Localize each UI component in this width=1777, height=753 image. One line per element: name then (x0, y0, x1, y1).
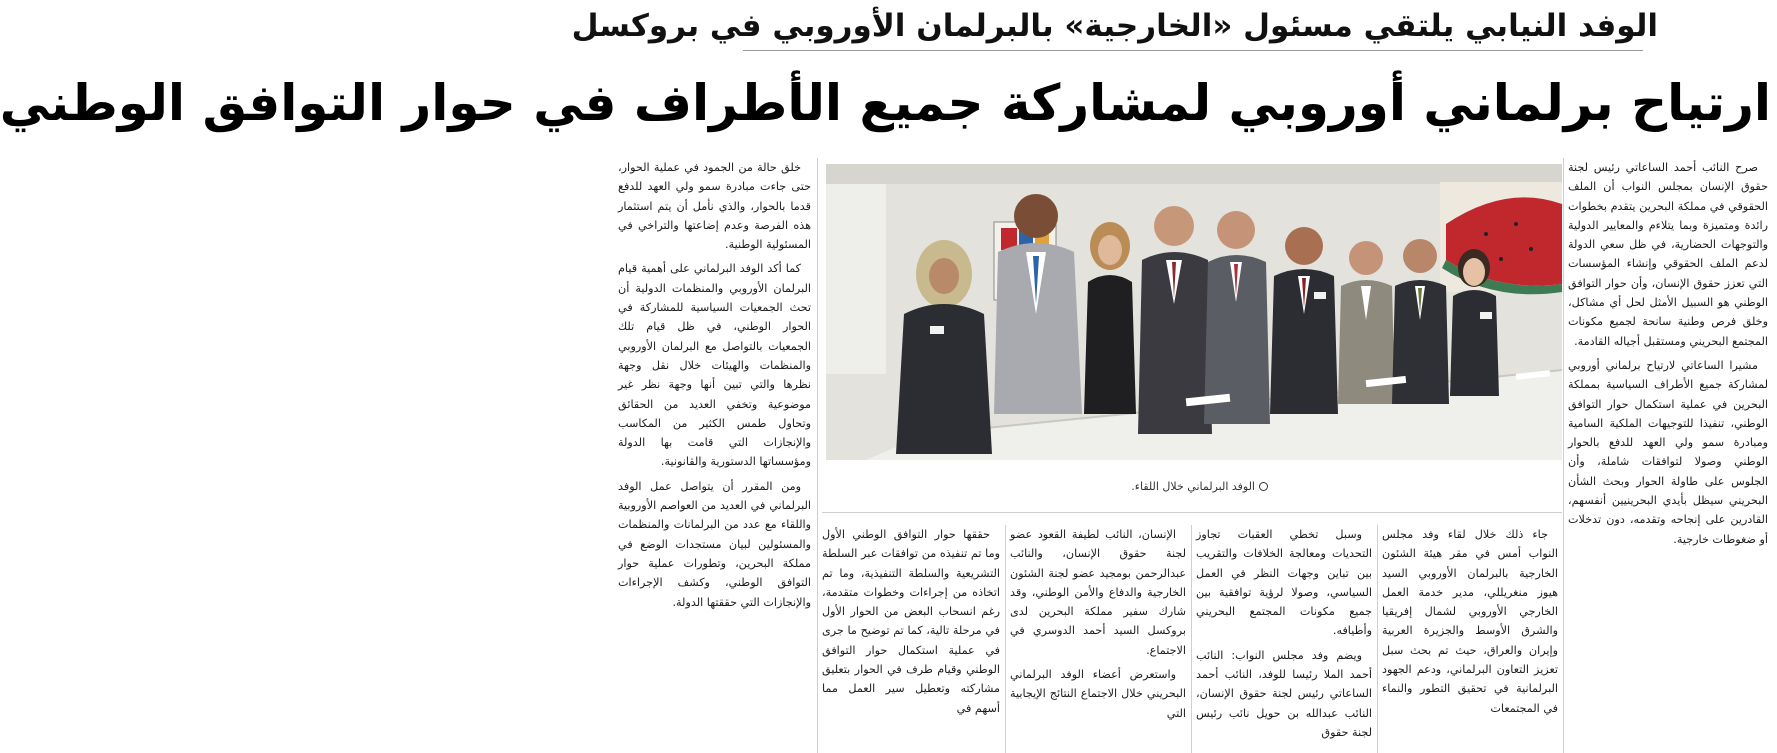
article-column-bottom-2 (1196, 525, 1372, 753)
article-column-bottom-3 (1010, 525, 1186, 753)
paragraph: الإنسان، النائب لطيفة القعود عضو لجنة حقوق الإنسان، والنائب عبدالرحمن بومجيد عضو لجنة الشئون الخارجية والدفاع والأمن الوطني، وقد شارك سفير مملكة البحرين لدى بروكسل السيد أحمد الدوسري في الاجتماع. (1010, 528, 1186, 657)
column-divider (1005, 525, 1006, 753)
delegation-photo (826, 164, 1562, 460)
column-divider (817, 158, 818, 753)
paragraph: ومن المقرر أن يتواصل عمل الوفد البرلماني في العديد من العواصم الأوروبية واللقاء مع عدد من البرلمانات والمنظمات والمسئولين لبيان مستجدات الوضع في مملكة البحرين، وتطورات عملية حوار التوافق الوطني، وكشف الإجراءات والإنجازات التي حققتها الدولة. (618, 479, 811, 609)
camera-circle-icon (1259, 482, 1268, 491)
photo-bottom-divider (822, 512, 1562, 513)
article-column-bottom-4 (822, 525, 1000, 753)
column-divider (1191, 525, 1192, 753)
photo-caption-text: الوفد البرلماني خلال اللقاء. (1131, 480, 1255, 493)
main-headline: ارتياح برلماني أوروبي لمشاركة جميع الأطراف في حوار التوافق الوطني (0, 74, 1771, 132)
delegation-photo-illustration (826, 164, 1562, 460)
paragraph: واستعرض أعضاء الوفد البرلماني البحريني خلال الاجتماع النتائج الإيجابية التي (1010, 668, 1186, 720)
article-column-right (1568, 158, 1768, 753)
paragraph: جاء ذلك خلال لقاء وفد مجلس النواب أمس في مقر هيئة الشئون الخارجية بالبرلمان الأوروبي السيد هيوز منغريللي، مدير خدمة العمل الخارجي الأوروبي لشمال إفريقيا والشرق الأوسط والجزيرة العربية وإيران والعراق، حيث تم بحث سبل تعزيز التعاون البرلماني، ودعم الجهود البرلمانية في تحقيق التطور والنماء في المجتمعات (1382, 528, 1558, 715)
column-divider (1563, 158, 1564, 753)
paragraph: ويضم وفد مجلس النواب: النائب أحمد الملا رئيسا للوفد، النائب أحمد الساعاتي رئيس لجنة حقوق الإنسان، النائب عبدالله بن حويل نائب رئيس لجنة حقوق (1196, 648, 1372, 739)
paragraph: حققها حوار التوافق الوطني الأول وما تم تنفيذه من توافقات عبر السلطة التشريعية والسلطة التنفيذية، وما تم اتخاذه من إجراءات وخطوات متقدمة، رغم انسحاب البعض من الحوار الأول في مرحلة تالية، كما تم توضيح ما جرى في عملية استكمال حوار التوافق الوطني وقيام طرف في الحوار بتعليق مشاركته وتعطيل سير العمل مما أسهم في (822, 528, 1000, 715)
column-divider (1377, 525, 1378, 753)
paragraph: كما أكد الوفد البرلماني على أهمية قيام البرلمان الأوروبي والمنظمات الدولية أن تحث الجمعيات السياسية للمشاركة في الحوار الوطني، في ظل قيام تلك الجمعيات بالتواصل مع البرلمان الأوروبي والمنظمات والهيئات خلال نقل وجهة نظرها والتي تبين أنها وجهة نظر غير موضوعية وتخفي العديد من الحقائق وتحاول طمس الكثير من المكاسب والإنجازات التي قامت بها الدولة ومؤسساتها الدستورية والقانونية. (618, 262, 811, 469)
paragraph: خلق حالة من الجمود في عملية الحوار، حتى جاءت مبادرة سمو ولي العهد للدفع قدما بالحوار، والذي نأمل أن يتم استثمار هذه الفرصة وعدم إضاعتها والتراخي في المسئولية الوطنية. (618, 161, 811, 252)
paragraph: وسبل تخطي العقبات تجاوز التحديات ومعالجة الخلافات والتقريب بين تباين وجهات النظر في العمل السياسي، وصولا لرؤية توافقية بين جميع مكونات المجتمع البحريني وأطيافه. (1196, 528, 1372, 638)
paragraph: صرح النائب أحمد الساعاتي رئيس لجنة حقوق الإنسان بمجلس النواب أن الملف الحقوقي في مملكة البحرين يتقدم بخطوات رائدة ومتميزة وبما يتلاءم والمعايير الدولية والتوجهات الحضارية، في ظل سعي الدولة لدعم الملف الحقوقي وإنشاء المؤسسات التي تعزز حقوق الإنسان، وأن حوار التوافق الوطني هو السبيل الأمثل لحل أي مشاكل، وخلق فرص وطنية سانحة لجميع مكونات المجتمع البحريني ومستقبل أجياله القادمة. (1568, 161, 1768, 348)
article-column-bottom-1 (1382, 525, 1558, 753)
kicker-headline: الوفد النيابي يلتقي مسئول «الخارجية» بالبرلمان الأوروبي في بروكسل (571, 8, 1658, 44)
article-column-left (618, 158, 811, 753)
kicker-divider (743, 50, 1643, 51)
photo-caption (1128, 478, 1268, 496)
paragraph: مشيرا الساعاتي لارتياح برلماني أوروبي لمشاركة جميع الأطراف السياسية بمملكة البحرين في عملية استكمال حوار التوافق الوطني، تنفيذا للتوجيهات الملكية السامية ومبادرة سمو ولي العهد للدفع بالحوار الوطني وصولا لتوافقات شاملة، وأن الجلوس على طاولة الحوار وبحث الشأن البحريني سيظل بأيدي البحرينيين أنفسهم، القادرين على إنجاحه وتقدمه، دون تدخلات أو ضغوطات خارجية. (1568, 358, 1768, 546)
